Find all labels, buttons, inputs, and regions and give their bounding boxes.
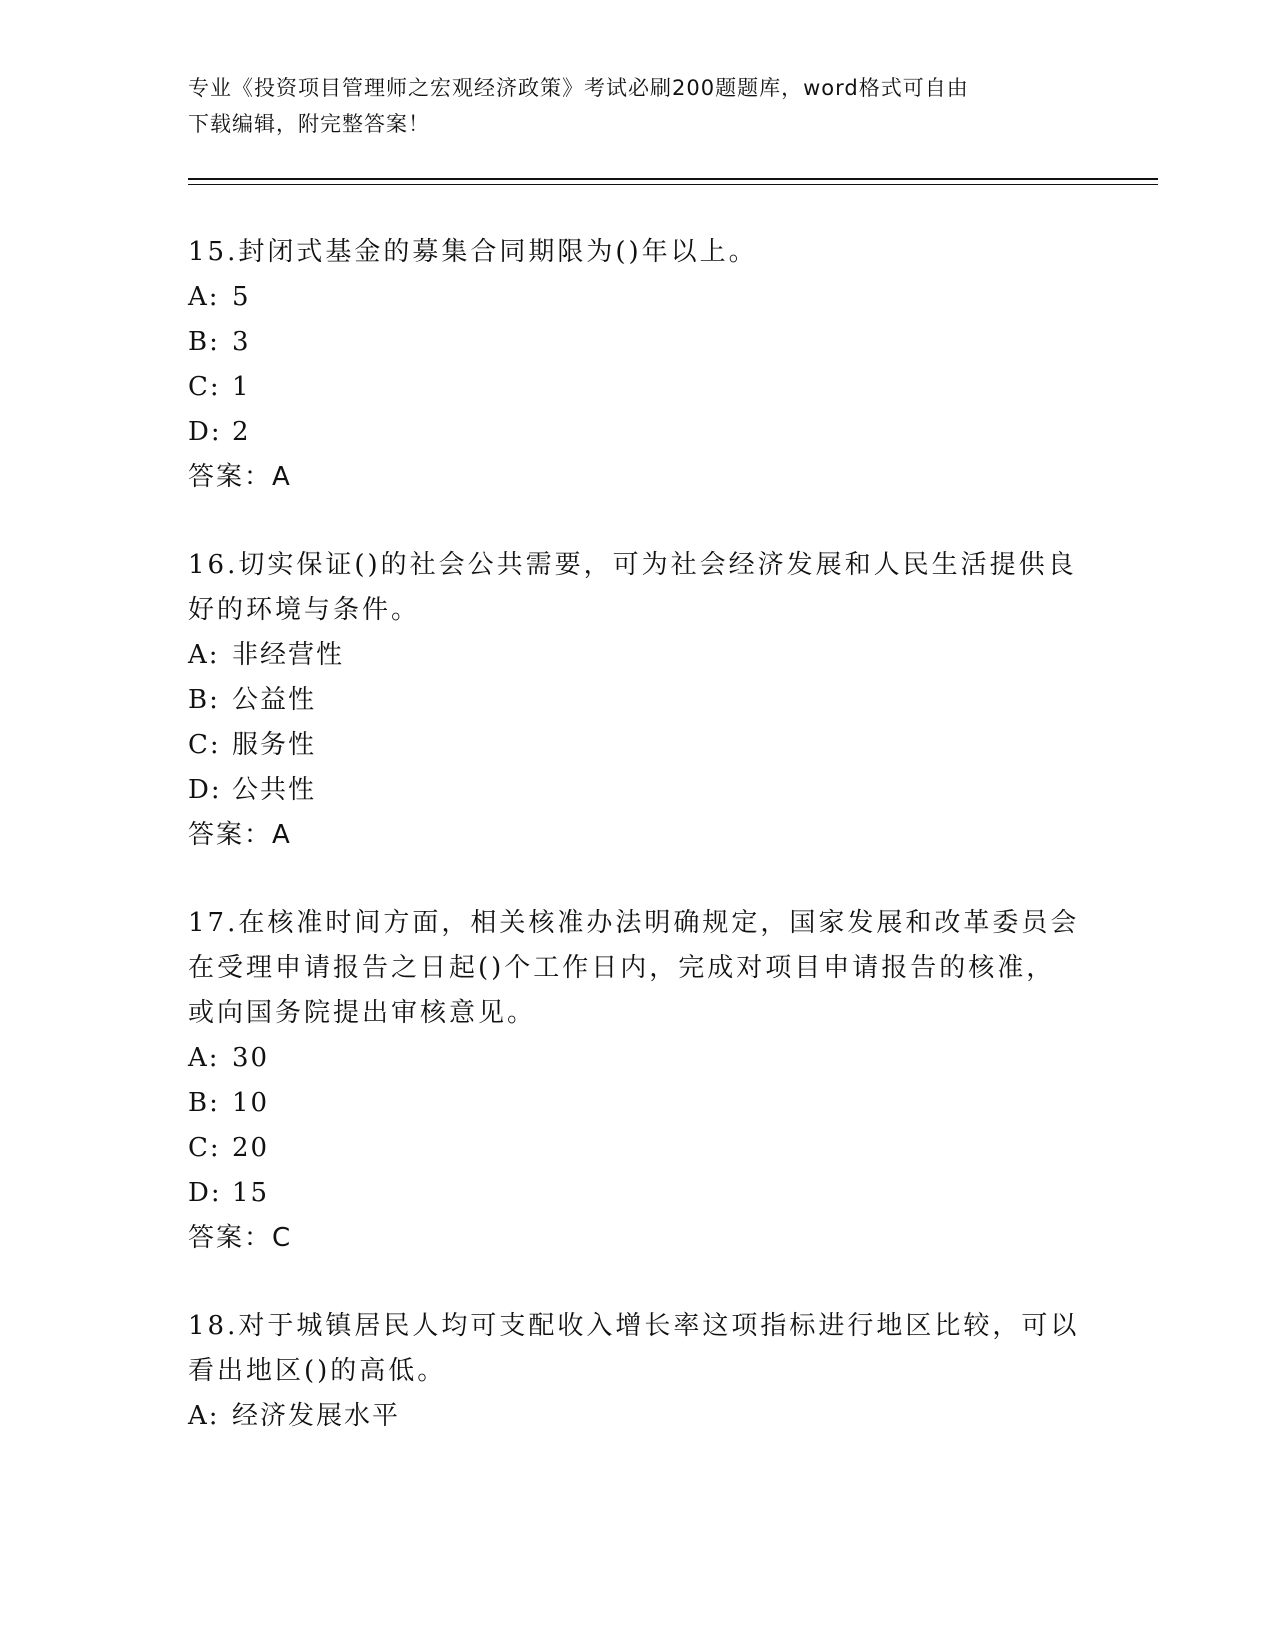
option-letter: C: — [188, 372, 221, 402]
option-a — [188, 633, 1088, 678]
option-letter: B: — [188, 685, 220, 715]
question-16 — [188, 543, 1088, 857]
document-header — [188, 70, 1088, 142]
question-text: 或向国务院提出审核意见。 — [188, 998, 537, 1028]
option-text: 5 — [232, 282, 251, 312]
option-letter: D: — [188, 417, 222, 447]
option-text: 2 — [232, 417, 251, 447]
option-text: 30 — [232, 1043, 270, 1073]
option-text: 3 — [232, 327, 251, 357]
question-list — [188, 230, 1088, 1483]
question-text: 15.封闭式基金的募集合同期限为()年以上。 — [188, 237, 758, 267]
header-divider-thin — [188, 184, 1158, 185]
option-text: 1 — [232, 372, 251, 402]
option-text: 经济发展水平 — [232, 1401, 401, 1431]
option-c — [188, 365, 1088, 410]
question-18 — [188, 1304, 1088, 1439]
option-a — [188, 1036, 1088, 1081]
question-17 — [188, 901, 1088, 1260]
option-letter: B: — [188, 327, 220, 357]
header-line-2: 下载编辑，附完整答案！ — [188, 112, 430, 136]
question-15 — [188, 230, 1088, 499]
option-a — [188, 1394, 1088, 1439]
option-text: 公益性 — [232, 685, 317, 715]
option-d — [188, 410, 1088, 455]
question-text: 17.在核准时间方面，相关核准办法明确规定，国家发展和改革委员会 — [188, 908, 1080, 938]
option-text: 公共性 — [232, 775, 317, 805]
answer-label: 答案：A — [188, 462, 292, 492]
question-text: 看出地区()的高低。 — [188, 1356, 447, 1386]
option-a — [188, 275, 1088, 320]
option-d — [188, 1171, 1088, 1216]
option-letter: C: — [188, 730, 221, 760]
option-d — [188, 768, 1088, 813]
option-b — [188, 320, 1088, 365]
question-text: 好的环境与条件。 — [188, 595, 421, 625]
option-b — [188, 1081, 1088, 1126]
option-letter: D: — [188, 775, 222, 805]
question-text: 18.对于城镇居民人均可支配收入增长率这项指标进行地区比较，可以 — [188, 1311, 1080, 1341]
header-divider-thick — [188, 178, 1158, 180]
answer-label: 答案：A — [188, 820, 292, 850]
option-letter: A: — [188, 282, 220, 312]
option-text: 20 — [232, 1133, 270, 1163]
option-letter: C: — [188, 1133, 221, 1163]
option-letter: D: — [188, 1178, 222, 1208]
option-text: 服务性 — [232, 730, 317, 760]
option-text: 10 — [232, 1088, 270, 1118]
option-text: 非经营性 — [232, 640, 345, 670]
answer-label: 答案：C — [188, 1223, 293, 1253]
option-letter: B: — [188, 1088, 220, 1118]
option-letter: A: — [188, 1401, 220, 1431]
option-c — [188, 1126, 1088, 1171]
option-text: 15 — [232, 1178, 270, 1208]
header-line-1: 专业《投资项目管理师之宏观经济政策》考试必刷200题题库，word格式可自由 — [188, 76, 969, 100]
option-c — [188, 723, 1088, 768]
option-letter: A: — [188, 640, 220, 670]
option-b — [188, 678, 1088, 723]
question-text: 在受理申请报告之日起()个工作日内，完成对项目申请报告的核准， — [188, 953, 1056, 983]
option-letter: A: — [188, 1043, 220, 1073]
question-text: 16.切实保证()的社会公共需要，可为社会经济发展和人民生活提供良 — [188, 550, 1077, 580]
